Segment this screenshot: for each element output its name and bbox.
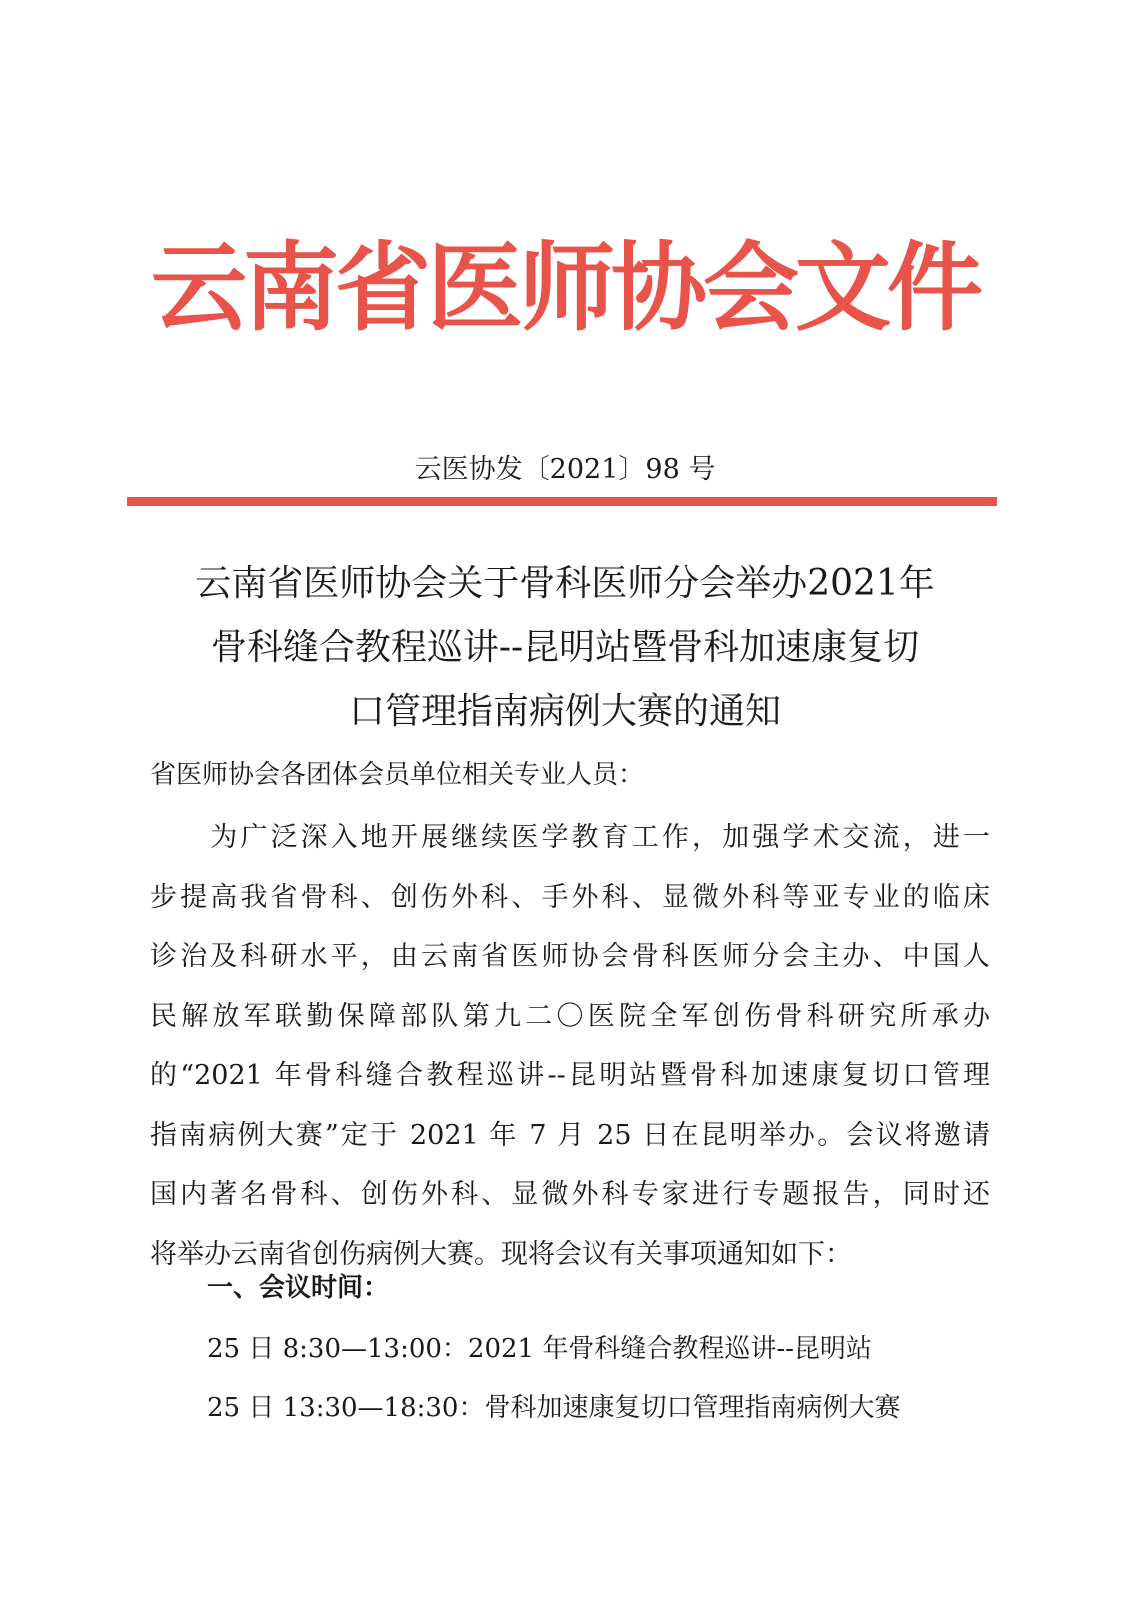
- notice-title: [130, 552, 1000, 744]
- masthead-title: 云南省医师协会文件: [151, 231, 979, 344]
- body-line: 诊治及科研水平，由云南省医师协会骨科医师分会主办、中国人: [150, 941, 990, 972]
- document-number: 云医协发〔2021〕98 号: [414, 454, 716, 485]
- body-line: 国内著名骨科、创伤外科、显微外科专家进行专题报告，同时还: [150, 1179, 990, 1210]
- salutation: 省医师协会各团体会员单位相关专业人员：: [150, 760, 645, 790]
- schedule-item: 25 日 13:30—18:30：骨科加速康复切口管理指南病例大赛: [207, 1393, 901, 1423]
- schedule-list: [207, 1320, 900, 1438]
- body-line: 的“2021 年骨科缝合教程巡讲--昆明站暨骨科加速康复切口管理: [150, 1060, 990, 1091]
- red-divider-rule: [127, 497, 997, 506]
- notice-title-line: 骨科缝合教程巡讲--昆明站暨骨科加速康复切: [210, 627, 920, 668]
- body-line: 指南病例大赛”定于 2021 年 7 月 25 日在昆明举办。会议将邀请: [150, 1119, 990, 1151]
- notice-title-line: 口管理指南病例大赛的通知: [348, 691, 781, 732]
- body-line: 民解放军联勤保障部队第九二〇医院全军创伤骨科研究所承办: [150, 1000, 990, 1032]
- schedule-item: 25 日 8:30—13:00：2021 年骨科缝合教程巡讲--昆明站: [207, 1334, 872, 1364]
- body-paragraph: [150, 808, 990, 1284]
- section-heading-meeting-time: 一、会议时间：: [207, 1273, 390, 1303]
- body-line: 为广泛深入地开展继续医学教育工作，加强学术交流，进一: [150, 822, 990, 853]
- body-line: 步提高我省骨科、创伤外科、手外科、显微外科等亚专业的临床: [150, 881, 990, 913]
- body-line: 将举办云南省创伤病例大赛。现将会议有关事项通知如下：: [150, 1238, 852, 1270]
- notice-title-line: 云南省医师协会关于骨科医师分会举办2021年: [195, 563, 935, 604]
